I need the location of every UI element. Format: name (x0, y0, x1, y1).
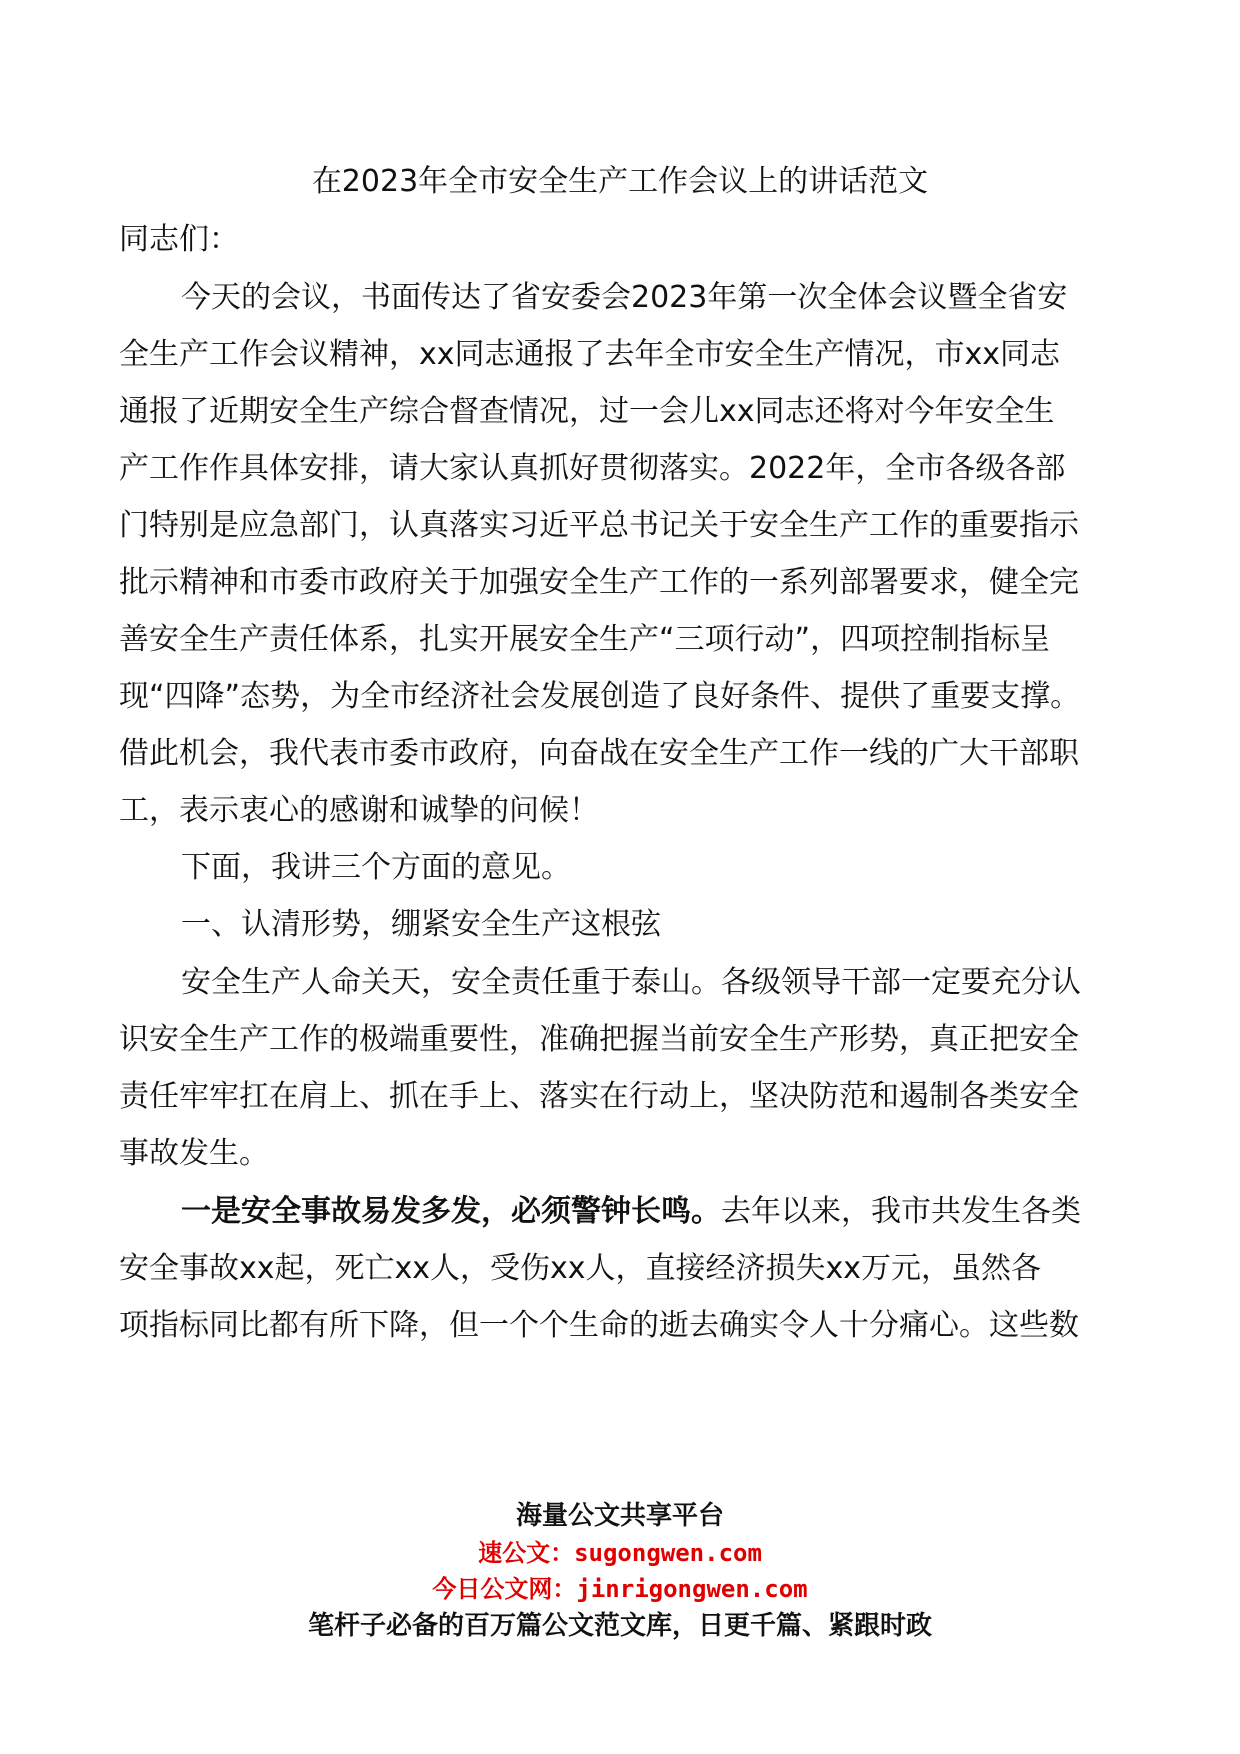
paragraph-line: 产工作作具体安排，请大家认真抓好贯彻落实。2022年，全市各级各部 (119, 451, 1066, 486)
paragraph-line: 工，表示衷心的感谢和诚挚的问候！ (119, 793, 599, 828)
paragraph-line: 善安全生产责任体系，扎实开展安全生产“三项行动”，四项控制指标呈 (119, 622, 1051, 657)
paragraph-line: 责任牢牢扛在肩上、抓在手上、落实在行动上，坚决防范和遏制各类安全 (119, 1079, 1079, 1114)
footer-platform: 海量公文共享平台 (515, 1501, 724, 1531)
paragraph-line: 安全事故xx起，死亡xx人，受伤xx人，直接经济损失xx万元，虽然各 (119, 1251, 1042, 1286)
paragraph-line: 事故发生。 (119, 1136, 269, 1171)
footer-site-2 (0, 1573, 1240, 1605)
paragraph-line: 安全生产人命关天，安全责任重于泰山。各级领导干部一定要充分认 (181, 965, 1081, 1000)
paragraph-line: 现“四降”态势，为全市经济社会发展创造了良好条件、提供了重要支撑。 (119, 679, 1081, 714)
footer-slogan: 笔杆子必备的百万篇公文范文库，日更千篇、紧跟时政 (307, 1611, 932, 1641)
paragraph-line: 门特别是应急部门，认真落实习近平总书记关于安全生产工作的重要指示 (119, 508, 1079, 543)
footer-site-1-url[interactable]: sugongwen.com (574, 1539, 762, 1567)
paragraph-line: 下面，我讲三个方面的意见。 (181, 850, 571, 885)
footer-site-1 (0, 1537, 1240, 1569)
footer-site-1-name: 速公文： (478, 1539, 575, 1567)
paragraph-line: 通报了近期安全生产综合督查情况，过一会儿xx同志还将对今年安全生 (119, 394, 1055, 429)
footer-site-2-url[interactable]: jinrigongwen.com (576, 1575, 808, 1603)
bold-lead-phrase: 一是安全事故易发多发，必须警钟长鸣。 (181, 1194, 721, 1229)
paragraph-line: 全生产工作会议精神，xx同志通报了去年全市安全生产情况，市xx同志 (119, 337, 1061, 372)
paragraph-line: 借此机会，我代表市委市政府，向奋战在安全生产工作一线的广大干部职 (119, 736, 1079, 771)
section-heading: 一、认清形势，绷紧安全生产这根弦 (181, 907, 661, 942)
footer-site-2-name: 今日公文网： (432, 1575, 577, 1603)
paragraph-continuation: 去年以来，我市共发生各类 (721, 1194, 1081, 1229)
paragraph-line: 今天的会议，书面传达了省安委会2023年第一次全体会议暨全省安 (181, 280, 1068, 315)
paragraph-line: 项指标同比都有所下降，但一个个生命的逝去确实令人十分痛心。这些数 (119, 1308, 1079, 1343)
document-title: 在2023年全市安全生产工作会议上的讲话范文 (311, 164, 929, 199)
salutation: 同志们： (119, 222, 239, 257)
paragraph-line: 识安全生产工作的极端重要性，准确把握当前安全生产形势，真正把安全 (119, 1022, 1079, 1057)
paragraph-line: 批示精神和市委市政府关于加强安全生产工作的一系列部署要求，健全完 (119, 565, 1079, 600)
paragraph-line (181, 1190, 1081, 1234)
